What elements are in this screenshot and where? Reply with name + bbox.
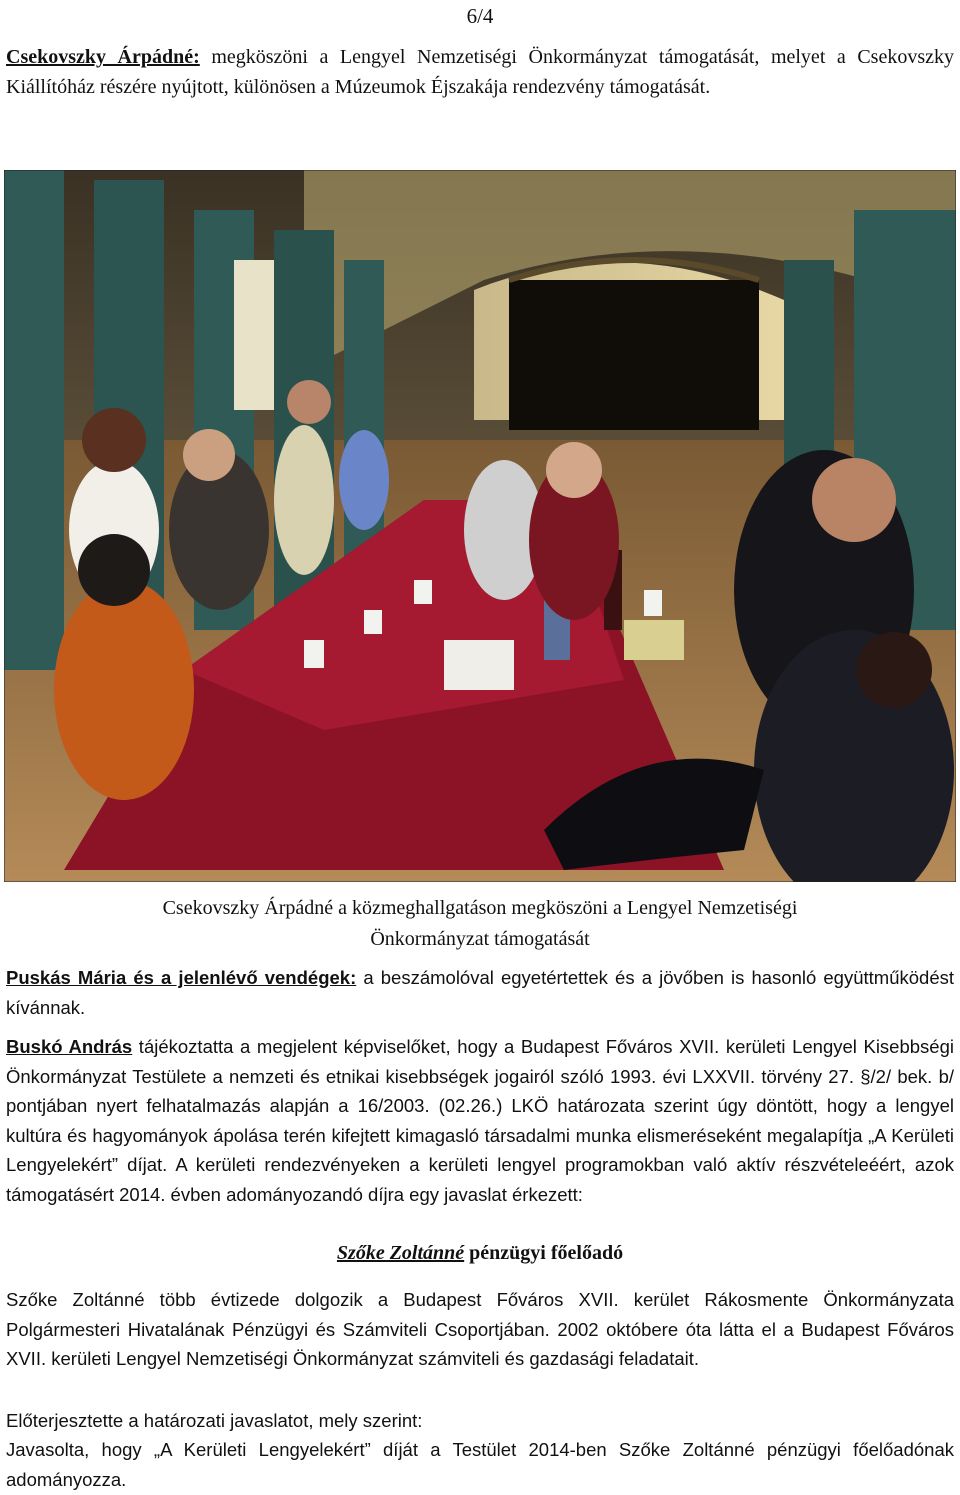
nominee-name: Szőke Zoltánné [336,1242,465,1264]
caption-line-2: Önkormányzat támogatását [370,928,590,950]
paragraph-puskas [6,963,954,1023]
paragraph-proposal-intro [6,1406,954,1436]
paragraph-text: Előterjesztette a határozati javaslatot, mely szerint: [6,1410,423,1431]
paragraph-busko [6,1032,954,1210]
photo-caption [0,893,960,955]
paragraph-text: megköszöni a Lengyel Nemzetiségi Önkormányzat támogatását, melyet a Csekovszky Kiállítóház részére nyújtott, különösen a Múzeumok Éjszakája rendezvény támogatását. [6,46,954,98]
page-number: 6/4 [466,4,494,28]
intro-paragraph [6,42,954,102]
event-photo [4,170,956,882]
speaker-name: Buskó András [6,1036,133,1057]
paragraph-proposal [6,1435,954,1495]
speaker-name: Csekovszky Árpádné: [6,46,200,68]
paragraph-text: Szőke Zoltánné több évtizede dolgozik a Budapest Főváros XVII. kerület Rákosmente Önkormányzata Polgármesteri Hivatalának Pénzügyi és Számviteli Csoportjában. 2002 októbere óta látta el a Budapest Főváros XVII. kerületi Lengyel Nemzetiségi Önkormányzat számviteli és gazdasági feladatait. [6,1289,954,1369]
paragraph-nominee-bio [6,1285,954,1374]
paragraph-text: tájékoztatta a megjelent képviselőket, hogy a Budapest Főváros XVII. kerületi Lengyel Kisebbségi Önkormányzat Testülete a nemzeti és etnikai kisebbségek jogairól szóló 1993. évi LXXVII. törvény 27. §/2/ bek. b/ pontjában nyert felhatalmazás alapján a 16/2003. (02.26.) LKÖ határozata szerint úgy döntött, hogy a lengyel kultúra és hagyományok ápolása terén kifejtett kimagasló társadalmi munka elismeréseként megalapítja „A Kerületi Lengyelekért” díjat. A kerületi rendezvényeken a kerületi lengyel programokban való aktív részvételeéért, azok támogatásért 2014. évben adományozandó díjra egy javaslat érkezett: [6,1036,954,1205]
speaker-name: Puskás Mária és a jelenlévő vendégek: [6,967,357,988]
caption-line-1: Csekovszky Árpádné a közmeghallgatáson megköszöni a Lengyel Nemzetiségi [162,897,798,919]
paragraph-text: a beszámolóval egyetértettek és a jövőben is hasonló együttműködést kívánnak. [6,967,954,1018]
nominee-role: pénzügyi főelőadó [464,1242,624,1264]
paragraph-text: Javasolta, hogy „A Kerületi Lengyelekért” díját a Testület 2014-ben Szőke Zoltánné pénzügyi főelőadónak adományozza. [6,1439,954,1490]
nominee-title [0,1242,960,1265]
